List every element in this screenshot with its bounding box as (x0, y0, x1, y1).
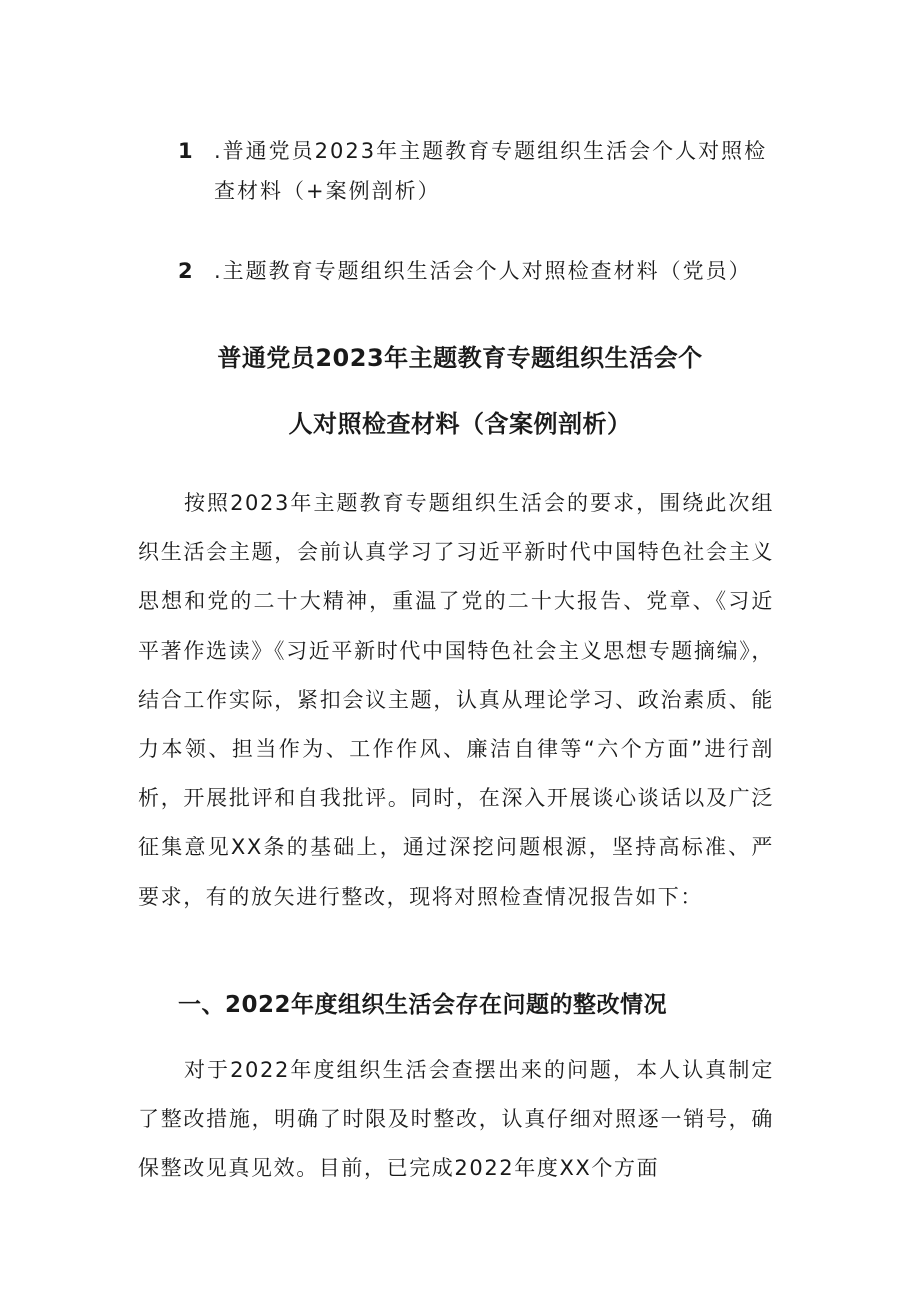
toc-item-text: .主题教育专题组织生活会个人对照检查材料（党员） (214, 259, 752, 283)
toc-item-2[interactable] (178, 254, 778, 288)
toc-item-1[interactable] (178, 134, 778, 208)
toc-item-text-continued: 查材料（+案例剖析） (214, 179, 441, 203)
document-title-line-2: 人对照检查材料（含案例剖析） (288, 410, 632, 438)
toc-item-text: .普通党员2023年主题教育专题组织生活会个人对照检 (214, 139, 768, 163)
section-heading-1: 一、2022年度组织生活会存在问题的整改情况 (178, 992, 668, 1018)
intro-paragraph: 按照2023年主题教育专题组织生活会的要求，围绕此次组织生活会主题，会前认真学习了习近平新时代中国特色社会主义思想和党的二十大精神，重温了党的二十大报告、党章、《习近平著作选读》《习近平新时代中国特色社会主义思想专题摘编》，结合工作实际，紧扣会议主题，认真从理论学习、政治素质、能力本领、担当作为、工作作风、廉洁自律等“六个方面”进行剖析，开展批评和自我批评。同时，在深入开展谈心谈话以及广泛征集意见XX条的基础上，通过深挖问题根源，坚持高标准、严要求，有的放矢进行整改，现将对照检查情况报告如下： (138, 491, 774, 909)
toc-item-number: 1 (178, 139, 195, 163)
section-1-paragraph: 对于2022年度组织生活会查摆出来的问题，本人认真制定了整改措施，明确了时限及时整改，认真仔细对照逐一销号，确保整改见真见效。目前，已完成2022年度XX个方面 (138, 1058, 774, 1181)
toc-item-number: 2 (178, 259, 195, 283)
document-title-line-1: 普通党员2023年主题教育专题组织生活会个 (217, 344, 703, 372)
